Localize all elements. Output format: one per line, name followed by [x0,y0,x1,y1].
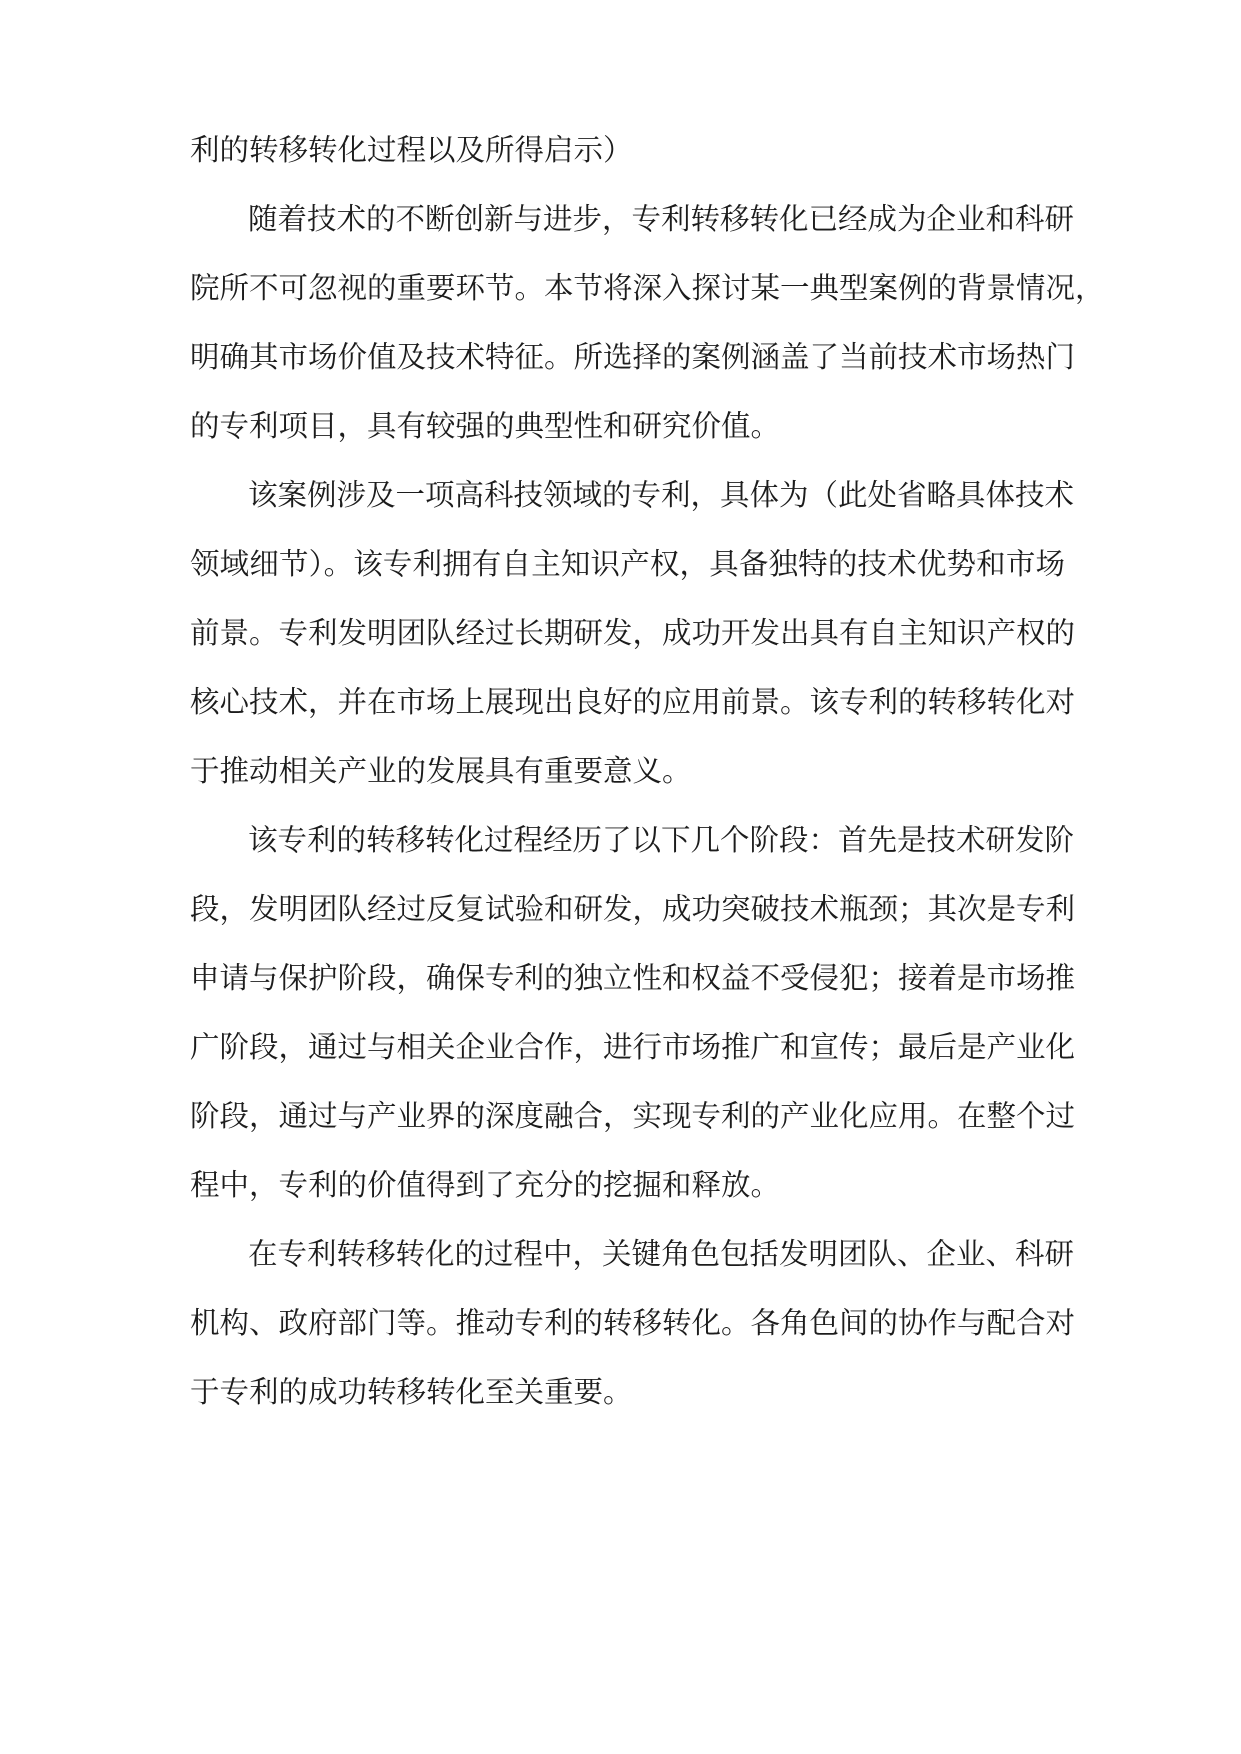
text-line: 于专利的成功转移转化至关重要。 [190,1375,633,1409]
text-line: 明确其市场价值及技术特征。所选择的案例涵盖了当前技术市场热门 [190,340,1076,374]
text-line: 该案例涉及一项高科技领域的专利，具体为（此处省略具体技术 [248,478,1075,512]
text-line: 院所不可忽视的重要环节。本节将深入探讨某一典型案例的背景情况， [190,271,1105,305]
text-line: 程中，专利的价值得到了充分的挖掘和释放。 [190,1168,781,1202]
text-line: 核心技术，并在市场上展现出良好的应用前景。该专利的转移转化对 [190,685,1076,719]
text-line: 该专利的转移转化过程经历了以下几个阶段：首先是技术研发阶 [248,823,1075,857]
text-line: 机构、政府部门等。推动专利的转移转化。各角色间的协作与配合对 [190,1306,1076,1340]
text-line: 领域细节）。该专利拥有自主知识产权，具备独特的技术优势和市场 [190,547,1065,581]
text-line: 广阶段，通过与相关企业合作，进行市场推广和宣传；最后是产业化 [190,1030,1076,1064]
text-line: 申请与保护阶段，确保专利的独立性和权益不受侵犯；接着是市场推 [190,961,1076,995]
text-line: 段，发明团队经过反复试验和研发，成功突破技术瓶颈；其次是专利 [190,892,1076,926]
text-line: 利的转移转化过程以及所得启示） [190,133,633,167]
text-line: 前景。专利发明团队经过长期研发，成功开发出具有自主知识产权的 [190,616,1076,650]
text-line: 在专利转移转化的过程中，关键角色包括发明团队、企业、科研 [248,1237,1075,1271]
text-line: 阶段，通过与产业界的深度融合，实现专利的产业化应用。在整个过 [190,1099,1076,1133]
text-line: 于推动相关产业的发展具有重要意义。 [190,754,692,788]
text-line: 随着技术的不断创新与进步，专利转移转化已经成为企业和科研 [248,202,1075,236]
text-line: 的专利项目，具有较强的典型性和研究价值。 [190,409,781,443]
